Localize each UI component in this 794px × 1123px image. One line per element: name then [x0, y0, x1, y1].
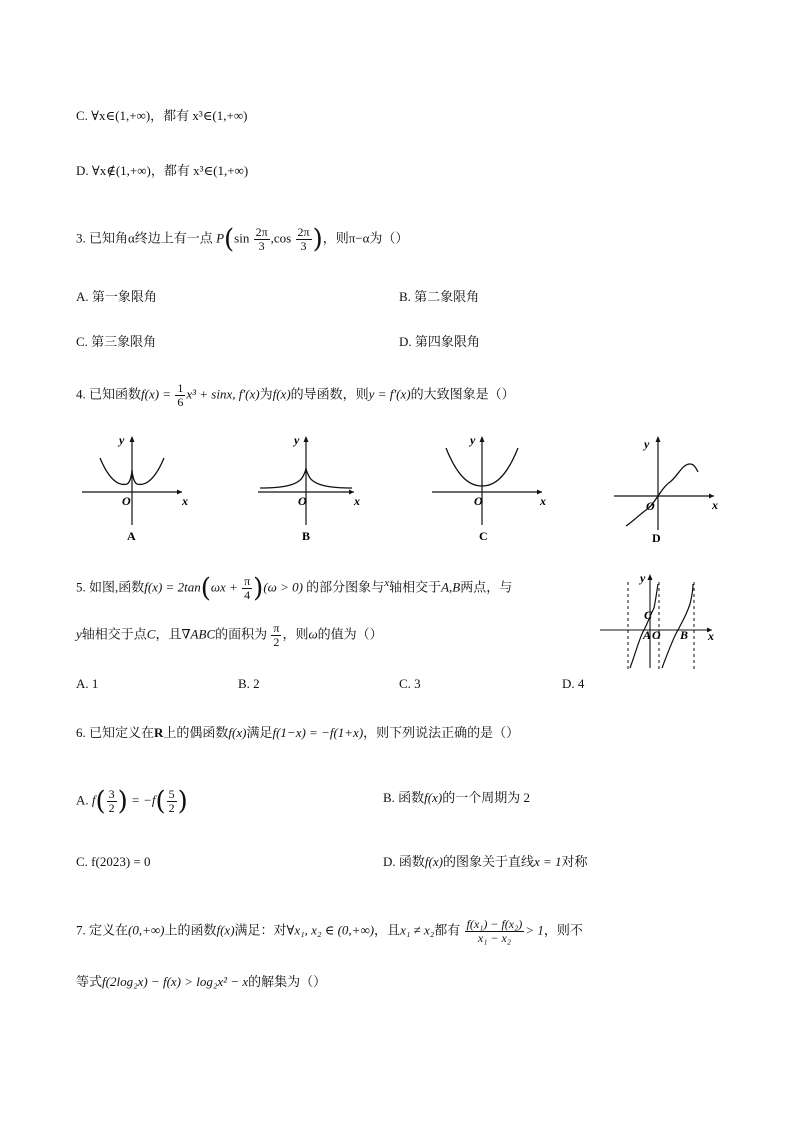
q5-line2-f: 的值为（） [317, 626, 383, 642]
q5-graph-b-label: B [680, 628, 689, 642]
q4-graph-a-x-label: x [182, 494, 188, 508]
q6-opt-a-frac2 [167, 788, 177, 815]
q5-omega: ω [308, 626, 318, 642]
q4-graph-c[interactable] [430, 430, 550, 545]
q5-pt-c: C [146, 626, 156, 642]
q3-option-c[interactable]: C. 第三象限角 [76, 334, 157, 349]
q4-graph-a[interactable] [82, 430, 192, 545]
q4-graph-b-y-label: y [294, 433, 300, 447]
q3-frac-cos [296, 226, 312, 253]
q6-opt-a-eq: = −f [131, 792, 156, 808]
q7-dom: (0,+∞) [128, 922, 165, 938]
q6-opt-a-frac1 [107, 788, 117, 815]
q4-stem-c: 的导函数，则 [290, 386, 369, 402]
q5-option-d[interactable]: D. 4 [562, 676, 585, 691]
q6-option-d[interactable] [383, 852, 588, 872]
q6-opt-a-d1: 2 [108, 801, 115, 815]
q6-opt-b-b: 的一个周期为 2 [442, 790, 530, 805]
q5-stem-a: 5. 如图,函数 [76, 579, 145, 595]
q5-stem-d: 两点，与 [460, 579, 513, 595]
q4-graph-d-x-label: x [712, 498, 718, 512]
q5-option-b[interactable]: B. 2 [238, 676, 260, 691]
q4-stem-b: 为 [259, 386, 273, 402]
q4-func-a: f(x) = [141, 386, 172, 402]
q5-option-c[interactable]: C. 3 [399, 676, 421, 691]
q4-graph-d-y-label: y [644, 437, 650, 451]
q4-frac [175, 382, 185, 409]
q7-ineq: f(2log₂x) − f(x) > log₂x² − x [102, 974, 249, 989]
q6-opt-a-paren2: ) [117, 786, 128, 817]
q6-stem [76, 723, 519, 743]
q4-func-c: f(x) [272, 386, 291, 402]
q5-y-axis: y [76, 626, 82, 642]
q6-opt-a-d2: 2 [168, 801, 175, 815]
q6-option-b[interactable] [383, 788, 530, 808]
q4-graph-a-y-label: y [119, 433, 125, 447]
q5-graph-x-label: x [708, 629, 714, 643]
q7-line2-b: 的解集为（） [248, 974, 327, 989]
q6-func-b: f(1−x) = −f(1+x) [272, 725, 364, 740]
q6-stem-a: 6. 已知定义在 [76, 725, 155, 740]
q3-cos: cos [273, 230, 292, 246]
q4-graph-a-label: A [127, 529, 136, 543]
q6-opt-d-c: x = 1 [533, 854, 562, 869]
q5-graph[interactable] [598, 572, 718, 672]
q6-opt-d-a: D. 函数 [383, 854, 425, 869]
q7-frac-den: x₁ − x₂ [477, 931, 511, 945]
q5-paren-open: ( [200, 573, 211, 604]
q7-stem-f: ，则不 [543, 922, 583, 938]
q3-paren-open: ( [224, 224, 235, 255]
q7-stem-line1 [76, 918, 583, 945]
q5-x-axis: x [384, 577, 390, 589]
q4-func-d: y = f′(x) [368, 386, 411, 402]
q5-func-b: ωx + [210, 579, 238, 595]
q4-frac-num: 1 [177, 381, 184, 395]
q5-line2-c: ，且 [155, 626, 182, 642]
q5-frac-den: 4 [244, 587, 251, 602]
q7-frac [465, 918, 525, 945]
q5-func-a: f(x) = 2tan [144, 579, 201, 595]
q7-cond2: x₁ ≠ x₂ [400, 922, 435, 938]
q3-sin: sin [234, 230, 250, 246]
q6-stem-c: 满足 [246, 725, 273, 740]
q5-stem-line2 [76, 622, 383, 649]
q5-frac [242, 575, 252, 602]
q5-graph-origin: O [652, 628, 661, 642]
q4-stem [76, 382, 515, 409]
q5-line2-e: ，则 [282, 626, 309, 642]
q7-stem-line2 [76, 972, 326, 992]
q3-frac-cos-den: 3 [300, 239, 307, 253]
q5-option-a[interactable]: A. 1 [76, 676, 99, 691]
q5-paren-close: ) [253, 573, 264, 604]
q5-frac-num: π [244, 573, 251, 588]
q3-frac-sin-den: 3 [258, 239, 265, 253]
q3-stem: 3. 已知角α终边上有一点 P(sin $\frac{2\pi}{3}$ ,cos $\frac{2\pi}{3}$ )，则π−α为（） [76, 224, 409, 255]
q6-opt-a-label: A. [76, 792, 89, 808]
q5-stem-b: 的部分图象与 [306, 579, 385, 595]
q7-stem-b: 上的函数 [164, 922, 217, 938]
q6-stem-b: 上的偶函数 [163, 725, 229, 740]
q6-opt-a-n2: 5 [168, 787, 175, 801]
q6-opt-d-d: 对称 [561, 854, 588, 869]
q3-option-a[interactable]: A. 第一象限角 [76, 289, 157, 304]
q7-stem-e: 都有 [434, 922, 461, 938]
q6-opt-a-f1: f [91, 792, 96, 808]
q7-stem-c: 满足：对 [234, 922, 287, 938]
q2-option-d[interactable]: D. ∀x∉(1,+∞)，都有 x³∈(1,+∞) [76, 163, 249, 178]
q5-pts: A,B [441, 579, 461, 595]
q4-graph-d-label: D [652, 531, 661, 545]
q3-option-d[interactable]: D. 第四象限角 [399, 334, 480, 349]
q4-graph-b[interactable] [258, 430, 368, 545]
q4-graph-c-y-label: y [470, 433, 476, 447]
q5-graph-y-label: y [640, 572, 646, 585]
q4-graph-a-origin: O [122, 494, 131, 508]
q4-graph-c-x-label: x [540, 494, 546, 508]
q5-area-den: 2 [273, 635, 280, 649]
q6-opt-d-f: f(x) [424, 854, 443, 869]
q7-gt: > 1 [525, 922, 544, 938]
q7-frac-num: f(x₁) − f(x₂) [466, 917, 523, 931]
q4-graph-d[interactable] [612, 430, 722, 545]
q6-opt-a-n1: 3 [108, 787, 115, 801]
q7-line2-a: 等式 [76, 974, 103, 989]
q4-graph-c-origin: O [474, 494, 483, 508]
q6-opt-a-paren1: ( [95, 786, 106, 817]
q3-paren-close: ) [312, 224, 323, 255]
q4-graph-b-origin: O [298, 494, 307, 508]
q5-area-num: π [273, 621, 280, 635]
q5-stem-c: 轴相交于 [389, 579, 442, 595]
q3-frac-sin [254, 226, 270, 253]
q5-area-frac [271, 622, 281, 649]
q6-option-a[interactable] [76, 788, 188, 815]
q7-stem-d: ，且 [374, 922, 401, 938]
q3-frac-sin-num: 2π [255, 225, 268, 239]
q6-stem-d: ，则下列说法正确的是（） [363, 725, 520, 740]
q7-func-a: f(x) [216, 922, 235, 938]
q4-graph-c-label: C [479, 529, 488, 543]
q6-opt-d-b: 的图象关于直线 [442, 854, 534, 869]
q5-stem-line1 [76, 573, 512, 602]
q4-graph-b-label: B [302, 529, 311, 543]
q3-frac-cos-num: 2π [297, 225, 310, 239]
q5-line2-d: 的面积为 [215, 626, 268, 642]
q5-tri: ∇ABC [181, 626, 216, 642]
q5-cond: (ω > 0) [263, 579, 303, 595]
q3-stem-text: 3. 已知角α终边上有一点 [76, 230, 213, 246]
q6-opt-a-paren4: ) [177, 786, 188, 817]
q7-stem-a: 7. 定义在 [76, 922, 129, 938]
q7-cond1: ∀x₁, x₂ ∈ (0,+∞) [286, 922, 375, 938]
q6-func-a: f(x) [228, 725, 247, 740]
q6-opt-a-paren3: ( [155, 786, 166, 817]
q2-option-c[interactable]: C. ∀x∈(1,+∞)，都有 x³∈(1,+∞) [76, 108, 248, 123]
q6-opt-b-f: f(x) [424, 790, 443, 805]
q4-graph-b-x-label: x [354, 494, 360, 508]
q5-graph-c-label: C [644, 608, 653, 622]
q4-stem-d: 的大致图象是（） [410, 386, 515, 402]
q3-option-b[interactable]: B. 第二象限角 [399, 289, 480, 304]
q6-option-c[interactable]: C. f(2023) = 0 [76, 854, 151, 869]
q6-r: R [154, 725, 164, 740]
q5-graph-a-label: A [643, 628, 652, 642]
q4-func-b: x³ + sinx, f′(x) [186, 386, 260, 402]
q6-opt-b-a: B. 函数 [383, 790, 425, 805]
q4-graph-d-origin: O [646, 499, 655, 513]
q3-point-p: P [216, 230, 225, 246]
q5-line2-b: 轴相交于点 [81, 626, 147, 642]
q3-stem-tail: ，则π−α为（） [322, 230, 409, 246]
q4-stem-text: 4. 已知函数 [76, 386, 142, 402]
q4-frac-den: 6 [177, 395, 184, 409]
